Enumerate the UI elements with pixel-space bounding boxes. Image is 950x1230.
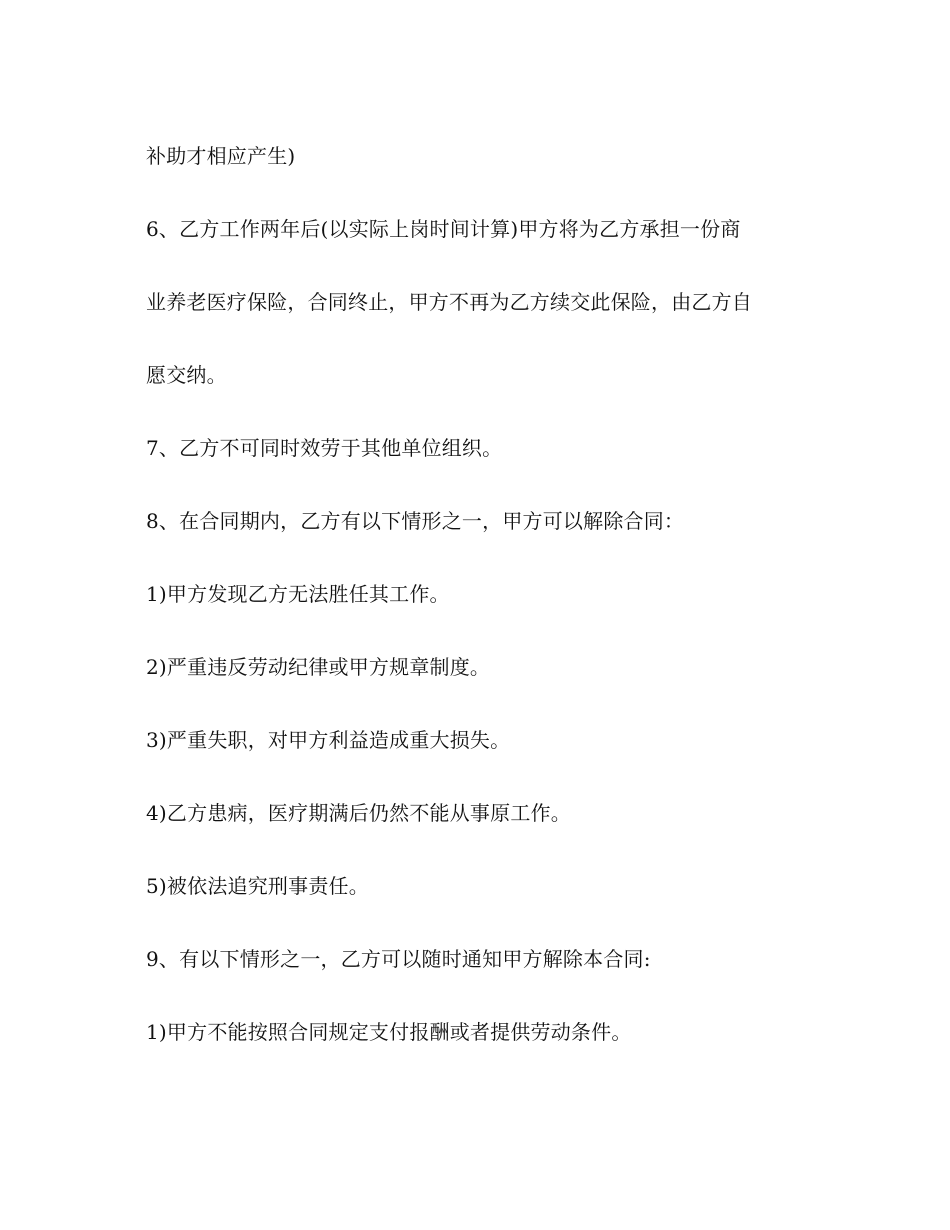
clause-8-item-3: 3)严重失职，对甲方利益造成重大损失。 xyxy=(146,728,511,752)
clause-7: 7、乙方不可同时效劳于其他单位组织。 xyxy=(146,436,503,460)
document-body xyxy=(146,137,816,1086)
clause-6-line-2: 业养老医疗保险，合同终止，甲方不再为乙方续交此保险，由乙方自 xyxy=(146,290,752,314)
clause-6-line-1: 6、乙方工作两年后(以实际上岗时间计算)甲方将为乙方承担一份商 xyxy=(146,217,741,241)
clause-8-item-1: 1)甲方发现乙方无法胜任其工作。 xyxy=(146,582,450,606)
clause-9: 9、有以下情形之一，乙方可以随时通知甲方解除本合同: xyxy=(146,947,651,971)
clause-9-item-1: 1)甲方不能按照合同规定支付报酬或者提供劳动条件。 xyxy=(146,1020,632,1044)
text-line: 补助才相应产生) xyxy=(146,144,296,168)
clause-8-item-2: 2)严重违反劳动纪律或甲方规章制度。 xyxy=(146,655,491,679)
clause-6-line-3: 愿交纳。 xyxy=(146,363,227,387)
clause-8-item-5: 5)被依法追究刑事责任。 xyxy=(146,874,369,898)
clause-8: 8、在合同期内，乙方有以下情形之一，甲方可以解除合同： xyxy=(146,509,685,533)
clause-8-item-4: 4)乙方患病，医疗期满后仍然不能从事原工作。 xyxy=(146,801,571,825)
